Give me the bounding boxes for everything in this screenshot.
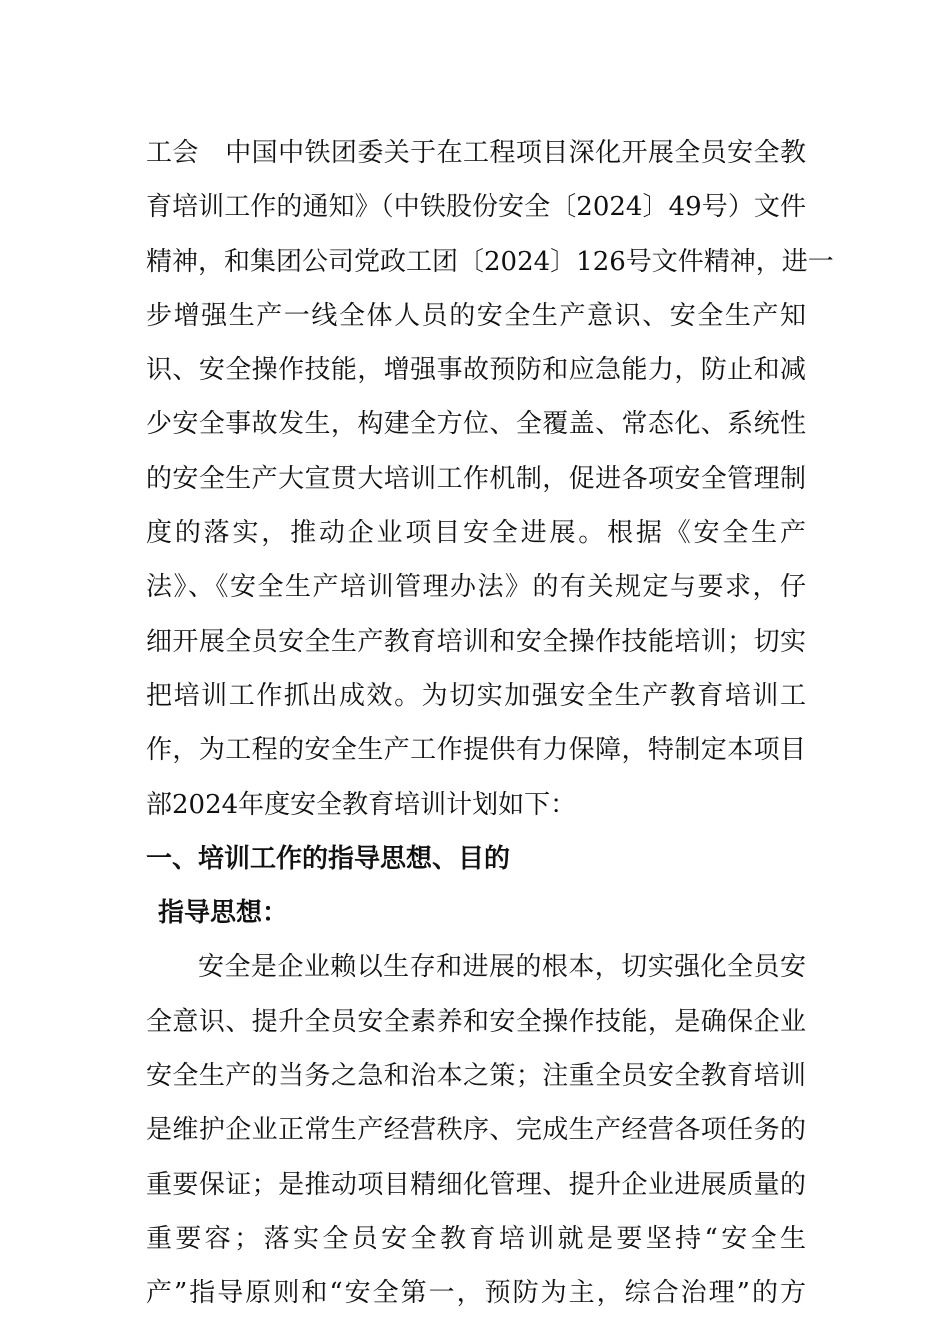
paragraph-line: 育培训工作的通知》（中铁股份安全〔2024〕49号）文件	[146, 192, 806, 223]
paragraph-line: 作，为工程的安全生产工作提供有力保障，特制定本项目	[146, 735, 806, 766]
paragraph-line: 重要容；落实全员安全教育培训就是要坚持“安全生	[146, 1223, 806, 1254]
sub-heading: 指导思想：	[158, 898, 289, 929]
paragraph-line: 产”指导原则和“安全第一，预防为主，综合治理”的方	[146, 1278, 806, 1309]
paragraph-line: 少安全事故发生，构建全方位、全覆盖、常态化、系统性	[146, 409, 806, 440]
guiding-paragraph	[146, 940, 806, 1320]
paragraph-line: 重要保证；是推动项目精细化管理、提升企业进展质量的	[146, 1169, 806, 1200]
paragraph-line: 步增强生产一线全体人员的安全生产意识、安全生产知	[146, 300, 806, 331]
paragraph-line: 安全是企业赖以生存和进展的根本，切实强化全员安	[198, 952, 806, 983]
paragraph-line: 安全生产的当务之急和治本之策；注重全员安全教育培训	[146, 1061, 806, 1092]
paragraph-line: 精神，和集团公司党政工团〔2024〕126号文件精神，进一	[146, 246, 834, 277]
intro-paragraph	[146, 126, 834, 832]
paragraph-line: 法》、《安全生产培训管理办法》的有关规定与要求，仔	[146, 572, 806, 603]
paragraph-line: 的安全生产大宣贯大培训工作机制，促进各项安全管理制	[146, 463, 806, 494]
section-heading: 一、培训工作的指导思想、目的	[146, 843, 511, 874]
paragraph-line: 识、安全操作技能，增强事故预防和应急能力，防止和减	[146, 355, 806, 386]
paragraph-line: 度的落实，推动企业项目安全进展。根据《安全生产	[146, 518, 806, 549]
paragraph-line: 工会 中国中铁团委关于在工程项目深化开展全员安全教	[146, 138, 806, 168]
paragraph-line: 细开展全员安全生产教育培训和安全操作技能培训；切实	[146, 626, 806, 657]
paragraph-line: 是维护企业正常生产经营秩序、完成生产经营各项任务的	[146, 1115, 806, 1146]
paragraph-line: 部2024年度安全教育培训计划如下：	[146, 789, 577, 820]
paragraph-line: 把培训工作抓出成效。为切实加强安全生产教育培训工	[146, 680, 806, 711]
paragraph-line: 全意识、提升全员安全素养和安全操作技能，是确保企业	[146, 1006, 806, 1037]
document-page	[146, 126, 834, 1321]
